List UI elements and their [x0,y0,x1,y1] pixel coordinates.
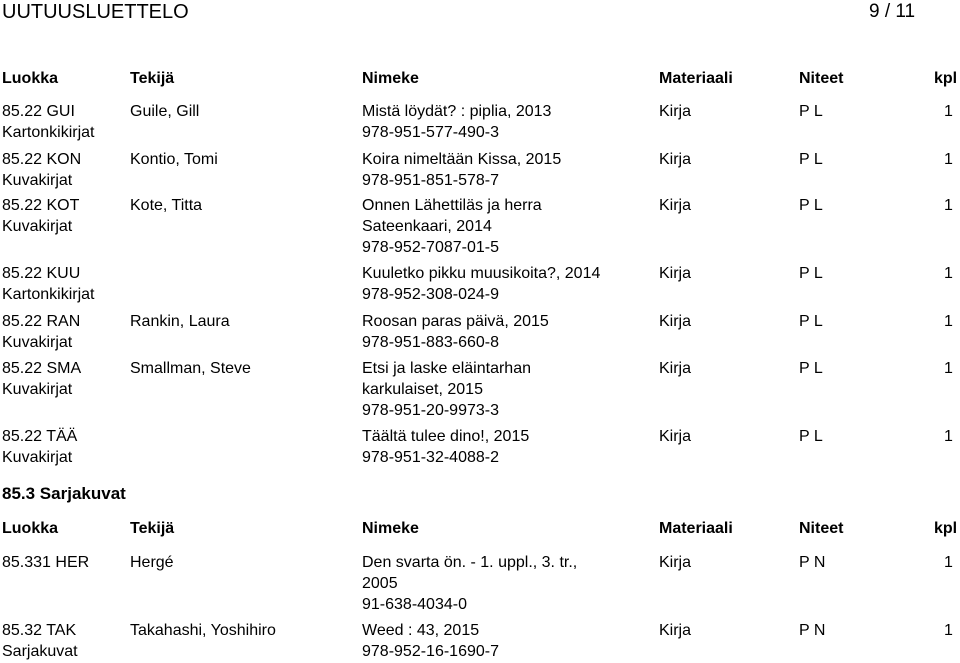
niteet-cell: P L [799,197,823,214]
class-line: 85.22 KON [2,151,82,168]
title-line: 978-952-7087-01-5 [362,239,499,256]
title-cell [362,195,542,258]
page-number: 9 / 11 [869,1,916,22]
title-line: Etsi ja laske eläintarhan [362,360,531,377]
kpl-cell: 1 [944,197,953,214]
title-cell [362,620,499,662]
kpl-cell: 1 [944,265,953,282]
class-line: 85.22 GUI [2,103,75,120]
niteet-cell: P L [799,428,823,445]
title-line: Koira nimeltään Kissa, 2015 [362,151,562,168]
title-line: Weed : 43, 2015 [362,622,480,639]
author-cell: Hergé [130,554,174,571]
title-line: karkulaiset, 2015 [362,381,483,398]
class-cell [2,195,79,237]
title-line: 978-951-883-660-8 [362,334,499,351]
title-line: 978-951-20-9973-3 [362,402,499,419]
title-line: Täältä tulee dino!, 2015 [362,428,530,445]
kpl-cell: 1 [944,554,953,571]
class-line: Kuvakirjat [2,334,73,351]
title-line: 978-951-32-4088-2 [362,449,499,466]
class-line: 85.22 KOT [2,197,80,214]
title-line: 91-638-4034-0 [362,596,467,613]
material-cell: Kirja [659,265,692,282]
material-cell: Kirja [659,622,692,639]
title-line: Roosan paras päivä, 2015 [362,313,549,330]
class-line: 85.32 TAK [2,622,77,639]
title-line: Mistä löydät? : piplia, 2013 [362,103,552,120]
kpl-cell: 1 [944,360,953,377]
class-cell [2,358,81,400]
material-cell: Kirja [659,103,692,120]
class-cell [2,426,77,468]
col-header-niteet: Niteet [799,70,844,87]
author-cell: Kote, Titta [130,197,203,214]
class-line: 85.22 TÄÄ [2,428,78,445]
material-cell: Kirja [659,428,692,445]
class-cell [2,101,94,143]
title-line: 2005 [362,575,398,592]
material-cell: Kirja [659,313,692,330]
niteet-cell: P L [799,103,823,120]
title-cell [362,358,531,421]
material-cell: Kirja [659,197,692,214]
title-cell [362,426,529,468]
title-line: Sateenkaari, 2014 [362,218,492,235]
col-header-tekija: Tekijä [130,70,175,87]
kpl-cell: 1 [944,103,953,120]
class-line: 85.22 KUU [2,265,81,282]
title-cell [362,311,549,353]
title-line: Kuuletko pikku muusikoita?, 2014 [362,265,601,282]
col-header-kpl: kpl [934,520,958,537]
class-line: Kuvakirjat [2,172,73,189]
title-line: 978-951-851-578-7 [362,172,499,189]
class-line: 85.22 RAN [2,313,81,330]
class-line: Sarjakuvat [2,643,78,660]
class-line: Kuvakirjat [2,381,73,398]
kpl-cell: 1 [944,151,953,168]
title-line: Den svarta ön. - 1. uppl., 3. tr., [362,554,578,571]
page-header [0,0,960,28]
class-cell [2,552,89,573]
title-cell [362,149,561,191]
class-line: 85.331 HER [2,554,90,571]
class-cell [2,311,80,353]
col-header-nimeke: Nimeke [362,70,419,87]
title-cell [362,263,600,305]
author-cell: Smallman, Steve [130,360,251,377]
title-line: 978-952-308-024-9 [362,286,499,303]
class-cell [2,263,94,305]
class-line: Kartonkikirjat [2,124,95,141]
title-line: 978-952-16-1690-7 [362,643,499,660]
author-cell: Kontio, Tomi [130,151,218,168]
class-line: 85.22 SMA [2,360,82,377]
col-header-tekija: Tekijä [130,520,175,537]
niteet-cell: P L [799,265,823,282]
col-header-luokka: Luokka [2,520,59,537]
class-cell [2,620,78,662]
kpl-cell: 1 [944,622,953,639]
kpl-cell: 1 [944,313,953,330]
author-cell: Takahashi, Yoshihiro [130,622,276,639]
class-line: Kartonkikirjat [2,286,95,303]
niteet-cell: P L [799,151,823,168]
column-header-row [0,519,960,539]
title-cell [362,552,577,615]
niteet-cell: P L [799,360,823,377]
title-line: 978-951-577-490-3 [362,124,499,141]
material-cell: Kirja [659,360,692,377]
col-header-materiaali: Materiaali [659,70,733,87]
col-header-kpl: kpl [934,70,958,87]
col-header-luokka: Luokka [2,70,59,87]
niteet-cell: P N [799,554,826,571]
column-header-row [0,69,960,89]
kpl-cell: 1 [944,428,953,445]
col-header-niteet: Niteet [799,520,844,537]
title-line: Onnen Lähettiläs ja herra [362,197,542,214]
document-title: UUTUUSLUETTELO [2,1,189,23]
class-cell [2,149,81,191]
col-header-materiaali: Materiaali [659,520,733,537]
author-cell: Guile, Gill [130,103,200,120]
material-cell: Kirja [659,554,692,571]
class-line: Kuvakirjat [2,218,73,235]
title-cell [362,101,551,143]
niteet-cell: P L [799,313,823,330]
section-title: 85.3 Sarjakuvat [2,484,126,503]
class-line: Kuvakirjat [2,449,73,466]
author-cell: Rankin, Laura [130,313,230,330]
col-header-nimeke: Nimeke [362,520,419,537]
material-cell: Kirja [659,151,692,168]
niteet-cell: P N [799,622,826,639]
